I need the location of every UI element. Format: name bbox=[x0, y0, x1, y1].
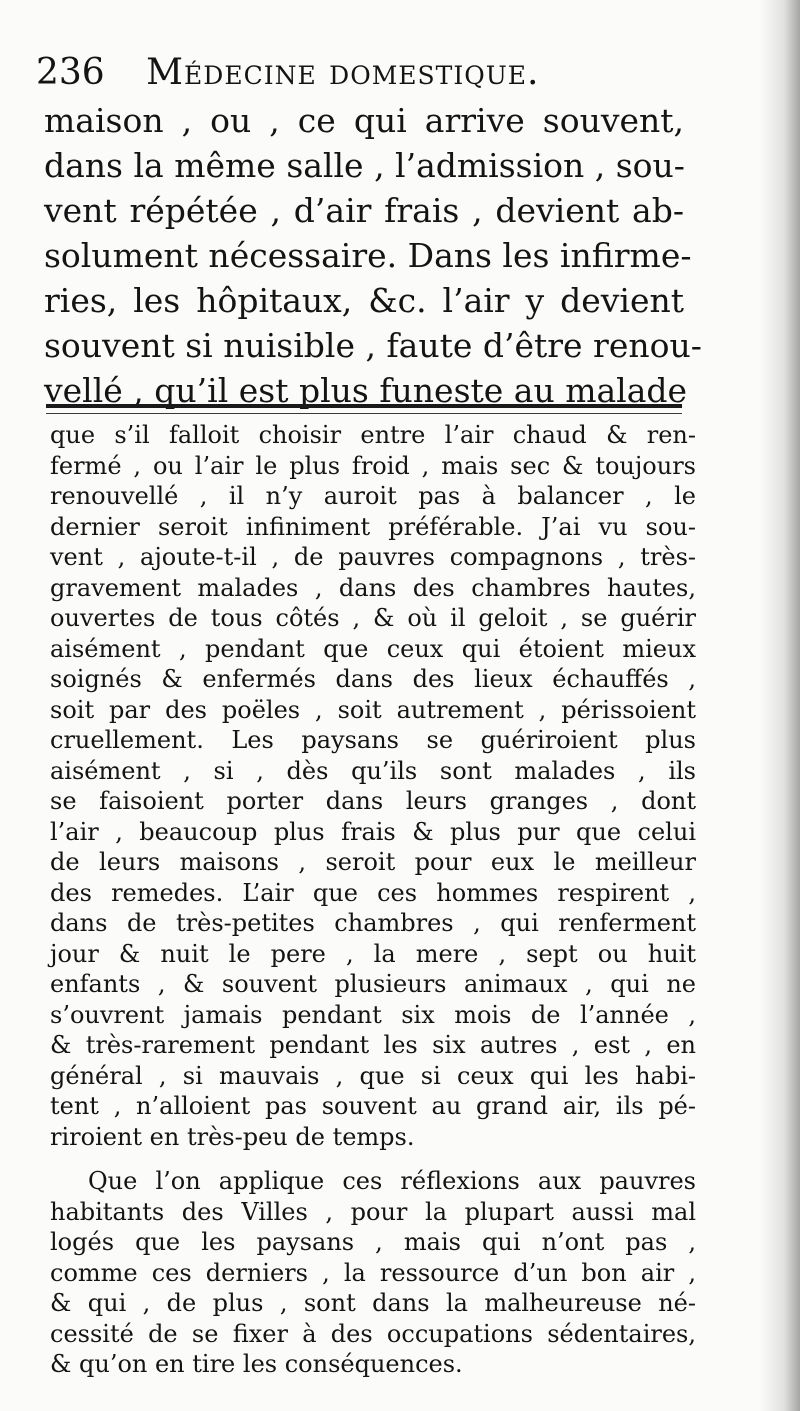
footnote-line: ouvertes de tous côtés , & où il geloit , se guérir bbox=[50, 604, 696, 632]
footnote-text bbox=[50, 420, 696, 1380]
page-edge-shadow bbox=[760, 0, 800, 1411]
footnote-line: de leurs maisons , seroit pour eux le meilleur bbox=[50, 848, 696, 876]
footnote-line: & qu’on en tire les conséquences. bbox=[50, 1350, 463, 1378]
footnote-divider bbox=[46, 404, 682, 408]
footnote-line: tent , n’alloient pas souvent au grand air, ils pé- bbox=[50, 1092, 696, 1120]
footnote-line: & très-rarement pendant les six autres , est , en bbox=[50, 1031, 696, 1059]
footnote-line: général , si mauvais , que si ceux qui les habi- bbox=[50, 1061, 696, 1090]
footnote-line: se faisoient porter dans leurs granges , dont bbox=[50, 787, 696, 815]
footnote-line: dernier seroit infiniment préférable. J’ai vu sou- bbox=[50, 512, 696, 541]
footnote-line: dans de très-petites chambres , qui renferment bbox=[50, 909, 696, 937]
footnote-line: l’air , beaucoup plus frais & plus pur que celui bbox=[50, 817, 696, 846]
footnote-line: Que l’on applique ces réflexions aux pauvres bbox=[88, 1167, 696, 1195]
running-title: Médecine domestique. bbox=[146, 52, 540, 93]
text-line: maison , ou , ce qui arrive souvent, bbox=[44, 101, 684, 140]
footnote-line: & qui , de plus , sont dans la malheureuse né- bbox=[50, 1289, 696, 1317]
paragraph-gap bbox=[50, 1152, 696, 1166]
footnote-line: cruellement. Les paysans se guériroient plus bbox=[50, 726, 696, 754]
footnote-line: habitants des Villes , pour la plupart aussi mal bbox=[50, 1197, 696, 1226]
footnote-line: jour & nuit le pere , la mere , sept ou huit bbox=[50, 939, 696, 968]
running-header bbox=[36, 50, 736, 96]
text-line: dans la même salle , l’admission , sou- bbox=[44, 146, 685, 185]
footnote-line: aisément , si , dès qu’ils sont malades , ils bbox=[50, 756, 696, 785]
page-number: 236 bbox=[36, 52, 105, 93]
footnote-line: fermé , ou l’air le plus froid , mais sec & toujours bbox=[50, 451, 696, 480]
footnote-line: vent , ajoute-t-il , de pauvres compagnons , très- bbox=[50, 543, 696, 571]
footnote-line: enfants , & souvent plusieurs animaux , qui ne bbox=[50, 970, 696, 998]
text-line: souvent si nuisible , faute d’être renou- bbox=[44, 326, 702, 365]
footnote-line: des remedes. L’air que ces hommes respirent , bbox=[50, 878, 696, 907]
main-text bbox=[44, 98, 702, 413]
footnote-line: logés que les paysans , mais qui n’ont pas , bbox=[50, 1228, 696, 1256]
footnote-line: cessité de se fixer à des occupations sédentaires, bbox=[50, 1319, 696, 1348]
text-line: solument nécessaire. Dans les infirme- bbox=[44, 236, 692, 275]
footnote-line: renouvellé , il n’y auroit pas à balancer , le bbox=[50, 482, 696, 510]
footnote-line: s’ouvrent jamais pendant six mois de l’année , bbox=[50, 1000, 696, 1029]
footnote-line: gravement malades , dans des chambres hautes, bbox=[50, 573, 696, 602]
footnote-line: soignés & enfermés dans des lieux échauffés , bbox=[50, 665, 696, 693]
footnote-line: soit par des poëles , soit autrement , périssoient bbox=[50, 695, 696, 724]
footnote-line: riroient en très-peu de temps. bbox=[50, 1122, 415, 1151]
footnote-line: que s’il falloit choisir entre l’air chaud & ren- bbox=[50, 421, 696, 449]
footnote-line: comme ces derniers , la ressource d’un bon air , bbox=[50, 1258, 696, 1287]
text-line: vellé , qu’il est plus funeste au malade bbox=[44, 371, 688, 410]
footnote-line: aisément , pendant que ceux qui étoient mieux bbox=[50, 634, 696, 663]
text-line: ries, les hôpitaux, &c. l’air y devient bbox=[44, 281, 684, 320]
text-line: vent répétée , d’air frais , devient ab- bbox=[44, 191, 684, 230]
